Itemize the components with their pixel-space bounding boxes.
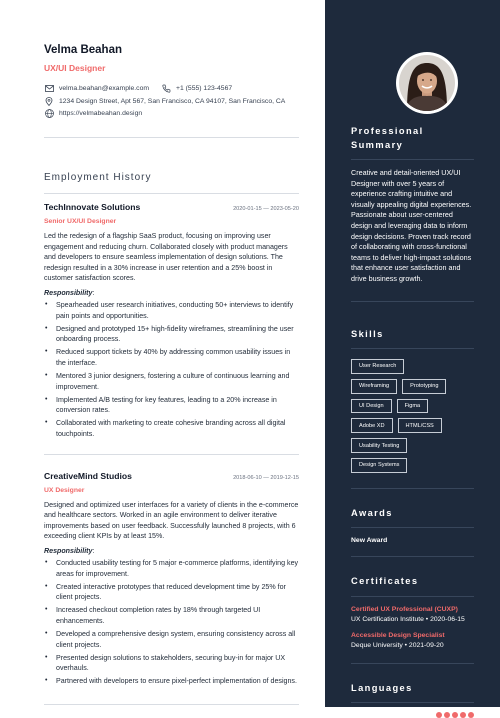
certificate-meta: UX Certification Institute • 2020-06-15 (351, 615, 465, 623)
job-description: Led the redesign of a flagship SaaS product, focusing on improving user engagement and reducing churn. Collaborated closely with product managers and developers to ensure seamless implementation of design solutions. The redesign resulted in a 30% increase in user retention and a 25% boost in customer satisfaction scores. (44, 232, 288, 283)
summary-text: Creative and detail-oriented UX/UI Designer with over 5 years of experience crafting intuitive and visually appealing digital experiences. Passionate about user-centered design and leveraging data to inform design decisions. Proven track record of collaborating with cross-functional teams to deliver high-impact solutions that enhance user satisfaction and drive business growth. (351, 168, 472, 283)
list-item: • Mentored 3 junior designers, fostering a culture of continuous learning and improvement. (44, 371, 299, 392)
skill-chip: UI Design (351, 399, 392, 414)
certificate-name: Accessible Design Specialist (351, 631, 445, 639)
list-item: • Created interactive prototypes that reduced development time by 25% for client projects. (44, 582, 299, 603)
job-divider (44, 454, 299, 455)
avatar (396, 52, 458, 114)
skills-bottom-divider (351, 488, 474, 489)
list-item: • Collaborated with marketing to create cohesive branding across all digital touchpoints. (44, 418, 299, 439)
awards-divider (351, 527, 474, 528)
language-level (434, 712, 474, 718)
skills-list (351, 359, 474, 478)
skill-chip: Design Systems (351, 458, 407, 473)
job-entry (44, 202, 299, 440)
responsibility-list (44, 300, 299, 440)
contact-email-phone-row (44, 83, 299, 94)
skill-chip: Figma (397, 399, 429, 414)
contact-website[interactable]: https://velmabeahan.design (59, 110, 143, 117)
job-divider (44, 704, 299, 705)
skills-title: Skills (351, 328, 384, 339)
job-entry (44, 471, 299, 687)
job-dates: 2020-01-15 — 2023-05-20 (233, 206, 299, 212)
language-name: English (351, 711, 375, 718)
location-icon (44, 96, 54, 106)
list-item: • Developed a comprehensive design system, ensuring consistency across all client projects. (44, 629, 299, 650)
candidate-name: Velma Beahan (44, 44, 122, 56)
languages-title: Languages (351, 682, 413, 693)
skill-chip: HTML/CSS (398, 418, 442, 433)
summary-divider (351, 159, 474, 160)
skill-chip: Usability Testing (351, 438, 407, 453)
employment-title-divider (44, 193, 299, 194)
list-item: • Partnered with developers to ensure pixel-perfect implementation of designs. (44, 676, 299, 687)
list-item: • Presented design solutions to stakeholders, securing buy-in for major UX overhauls. (44, 653, 299, 674)
header-divider (44, 137, 299, 138)
languages-divider (351, 702, 474, 703)
level-dot (436, 712, 442, 718)
list-item: • Spearheaded user research initiatives, conducting 50+ interviews to identify pain points and opportunities. (44, 300, 299, 321)
skill-chip: Adobe XD (351, 418, 393, 433)
profile-photo (399, 55, 455, 111)
list-item: • Increased checkout completion rates by 18% through targeted UI enhancements. (44, 605, 299, 626)
certificates-section (351, 575, 474, 664)
summary-bottom-divider (351, 301, 474, 302)
candidate-title: UX/UI Designer (44, 63, 106, 73)
awards-title: Awards (351, 507, 393, 518)
awards-section (351, 507, 474, 558)
list-item: • Implemented A/B testing for key features, leading to a 20% increase in conversion rates. (44, 395, 299, 416)
list-item: • Designed and prototyped 15+ high-fidelity wireframes, streamlining the user onboarding process. (44, 324, 299, 345)
contact-phone[interactable]: +1 (555) 123-4567 (176, 85, 233, 92)
summary-title: Professional Summary (351, 126, 424, 150)
skill-chip: Prototyping (402, 379, 446, 394)
job-company: TechInnovate Solutions (44, 202, 141, 212)
list-item: • Conducted usability testing for 5 major e-commerce platforms, identifying key areas for improvement. (44, 558, 299, 579)
skill-chip: Wireframing (351, 379, 397, 394)
sidebar (325, 0, 500, 718)
responsibility-list (44, 558, 299, 687)
level-dot (460, 712, 466, 718)
level-dot (444, 712, 450, 718)
skill-chip: User Research (351, 359, 404, 374)
skills-section (351, 328, 474, 489)
certificates-bottom-divider (351, 663, 474, 664)
contact-website-row (44, 108, 299, 119)
job-role: UX Designer (44, 486, 85, 494)
certificate-name: Certified UX Professional (CUXP) (351, 605, 458, 613)
summary-section (351, 125, 474, 302)
skills-divider (351, 348, 474, 349)
certificate-item (351, 631, 474, 651)
language-item (351, 711, 474, 718)
job-role: Senior UX/UI Designer (44, 218, 117, 225)
job-company: CreativeMind Studios (44, 470, 132, 481)
certificate-item (351, 605, 474, 625)
languages-section (351, 682, 474, 718)
responsibility-label: Responsibility: (44, 288, 95, 297)
awards-bottom-divider (351, 556, 474, 557)
employment-section-title: Employment History (44, 172, 152, 183)
responsibility-label: Responsibility: (44, 546, 95, 555)
award-item: New Award (351, 537, 388, 545)
contact-email[interactable]: velma.beahan@example.com (59, 85, 150, 92)
mail-icon (44, 84, 54, 94)
phone-icon (161, 84, 171, 94)
level-dot (468, 712, 474, 718)
level-dot (452, 712, 458, 718)
globe-icon (44, 109, 54, 119)
certificates-divider (351, 596, 474, 597)
job-description: Designed and optimized user interfaces for a variety of clients in the e-commerce and healthcare sectors. Worked in an agile environment to deliver iterative improvements based on user feedback. Successfully launched 8 projects, with 6 exceeding client KPIs by at least 15%. (44, 500, 299, 541)
list-item: • Reduced support tickets by 40% by addressing common usability issues in the interface. (44, 347, 299, 368)
contact-address-row (44, 96, 299, 107)
contact-address: 1234 Design Street, Apt 567, San Francisco, CA 94107, San Francisco, CA (59, 97, 286, 105)
certificates-title: Certificates (351, 576, 419, 587)
certificate-meta: Deque University • 2021-09-20 (351, 641, 444, 649)
job-dates: 2018-06-10 — 2019-12-15 (233, 474, 299, 481)
